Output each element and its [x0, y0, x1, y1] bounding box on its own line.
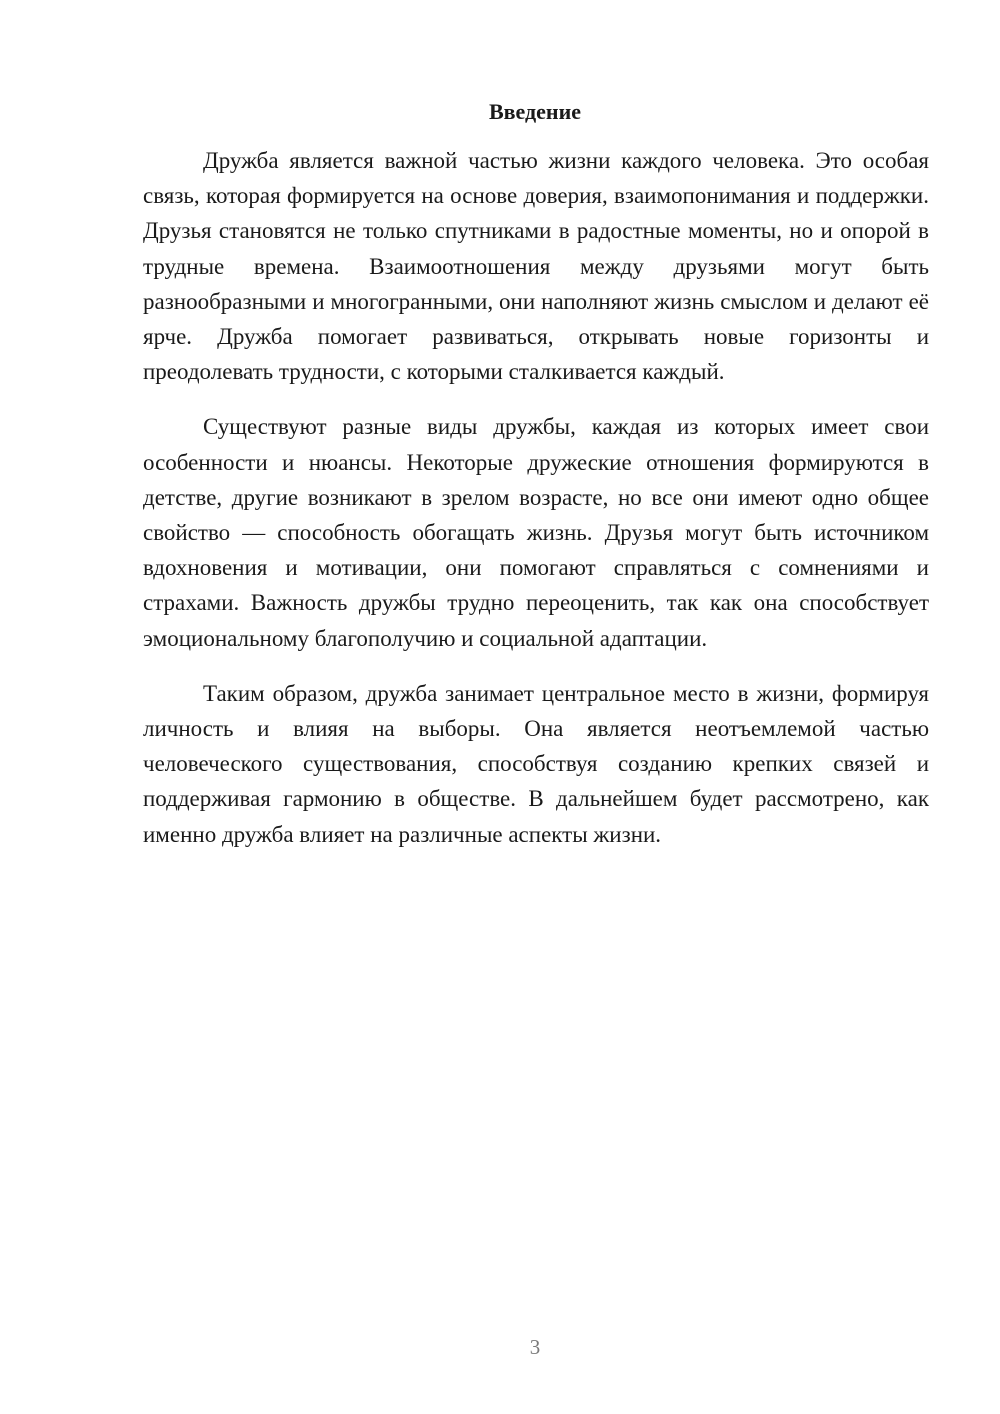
page-number: 3 [529, 1335, 541, 1359]
paragraph-3: Таким образом, дружба занимает центральное место в жизни, формируя личность и влияя на выборы. Она является неотъемлемой частью человеческого существования, способствуя созданию крепких связей и поддерживая гармонию в обществе. В дальнейшем будет рассмотрено, как именно дружба влияет на различные аспекты жизни. [143, 680, 929, 847]
paragraph-2: Существуют разные виды дружбы, каждая из которых имеет свои особенности и нюансы. Некоторые дружеские отношения формируются в детстве, другие возникают в зрелом возрасте, но все они имеют одно общее свойство — способность обогащать жизнь. Друзья могут быть источником вдохновения и мотивации, они помогают справляться с сомнениями и страхами. Важность дружбы трудно переоценить, так как она способствует эмоциональному благополучию и социальной адаптации. [143, 414, 929, 651]
section-heading: Введение [488, 99, 582, 124]
paragraph-1: Дружба является важной частью жизни каждого человека. Это особая связь, которая формируется на основе доверия, взаимопонимания и поддержки. Друзья становятся не только спутниками в радостные моменты, но и опорой в трудные времена. Взаимоотношения между друзьями могут быть разнообразными и многогранными, они наполняют жизнь смыслом и делают её ярче. Дружба помогает развиваться, открывать новые горизонты и преодолевать трудности, с которыми сталкивается каждый. [143, 148, 929, 385]
body-text [143, 143, 929, 872]
